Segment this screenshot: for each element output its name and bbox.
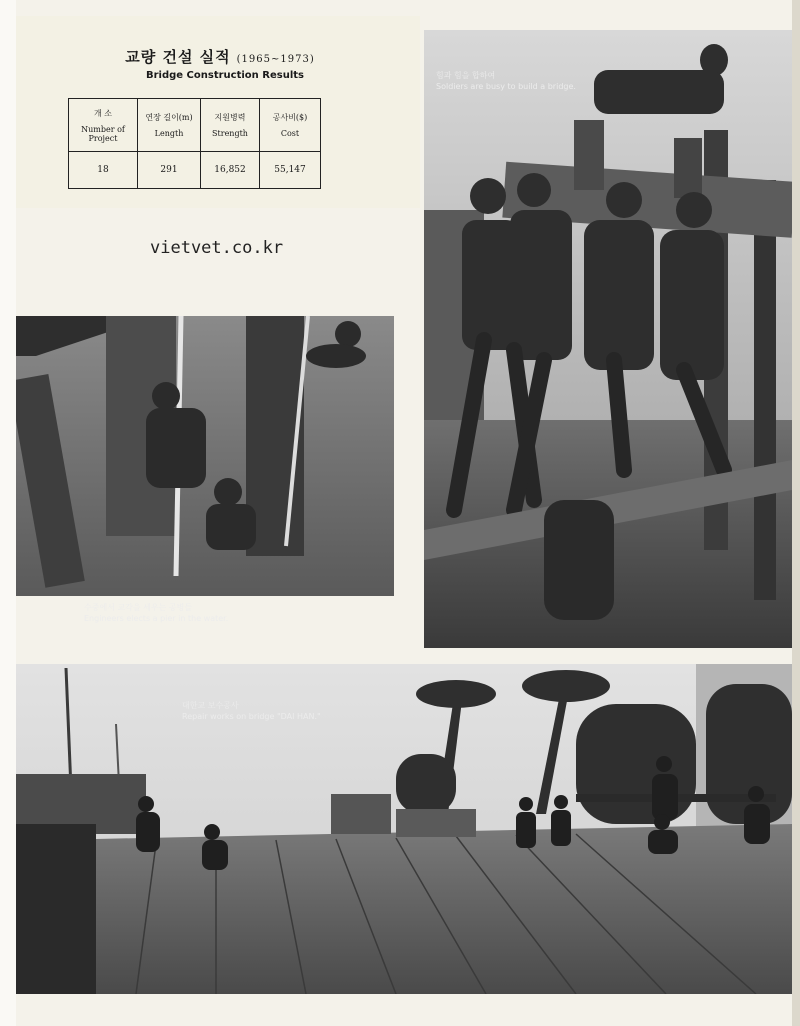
header-cell-strength [201, 99, 260, 152]
value-strength: 16,852 [201, 152, 260, 189]
table-row [69, 152, 321, 189]
photo-soldiers-building-bridge [424, 30, 792, 648]
header-en: Cost [280, 129, 300, 138]
header-en: Number of Project [81, 124, 125, 143]
header-ko: 공사비($) [272, 113, 308, 122]
table-title [110, 46, 330, 67]
value-length: 291 [138, 152, 201, 189]
header-en: Length [154, 129, 184, 138]
header-ko: 지원병력 [214, 113, 246, 122]
caption-soldiers [436, 70, 576, 92]
photo-bridge-repair [16, 664, 792, 994]
website-watermark: vietvet.co.kr [150, 238, 284, 258]
caption-engineers [84, 602, 228, 624]
soldiers-photo-image [424, 30, 792, 648]
header-ko: 연장 길이(m) [145, 113, 193, 122]
header-ko: 개 소 [94, 108, 112, 118]
header-cell-length [138, 99, 201, 152]
header-cell-projects [69, 99, 138, 152]
header-cell-cost [260, 99, 321, 152]
table-subtitle: Bridge Construction Results [146, 70, 304, 81]
table-years: (1965~1973) [236, 54, 315, 65]
value-cost: 55,147 [260, 152, 321, 189]
caption-engineers-ko: 수중에서 교각을 세우는 공병들 [84, 603, 193, 612]
caption-repair [182, 700, 321, 722]
photo-engineers-in-water [16, 316, 394, 596]
table-title-ko: 교량 건설 실적 [125, 48, 231, 66]
caption-repair-en: Repair works on bridge "DAI HAN." [182, 712, 321, 721]
value-projects: 18 [69, 152, 138, 189]
page-margin-left [0, 0, 16, 1026]
engineers-photo-image [16, 316, 394, 596]
caption-soldiers-en: Soldiers are busy to build a bridge. [436, 82, 576, 91]
header-en: Strength [212, 129, 248, 138]
caption-soldiers-ko: 힘과 힘을 합하여 [436, 71, 496, 80]
caption-repair-ko: 대한교 보수공사 [182, 701, 239, 710]
bridge-results-table [68, 98, 321, 189]
page-margin-right [792, 0, 800, 1026]
table-header-row [69, 99, 321, 152]
bridge-repair-photo-image [16, 664, 792, 994]
caption-engineers-en: Engineers elects a pier in the water. [84, 614, 229, 623]
